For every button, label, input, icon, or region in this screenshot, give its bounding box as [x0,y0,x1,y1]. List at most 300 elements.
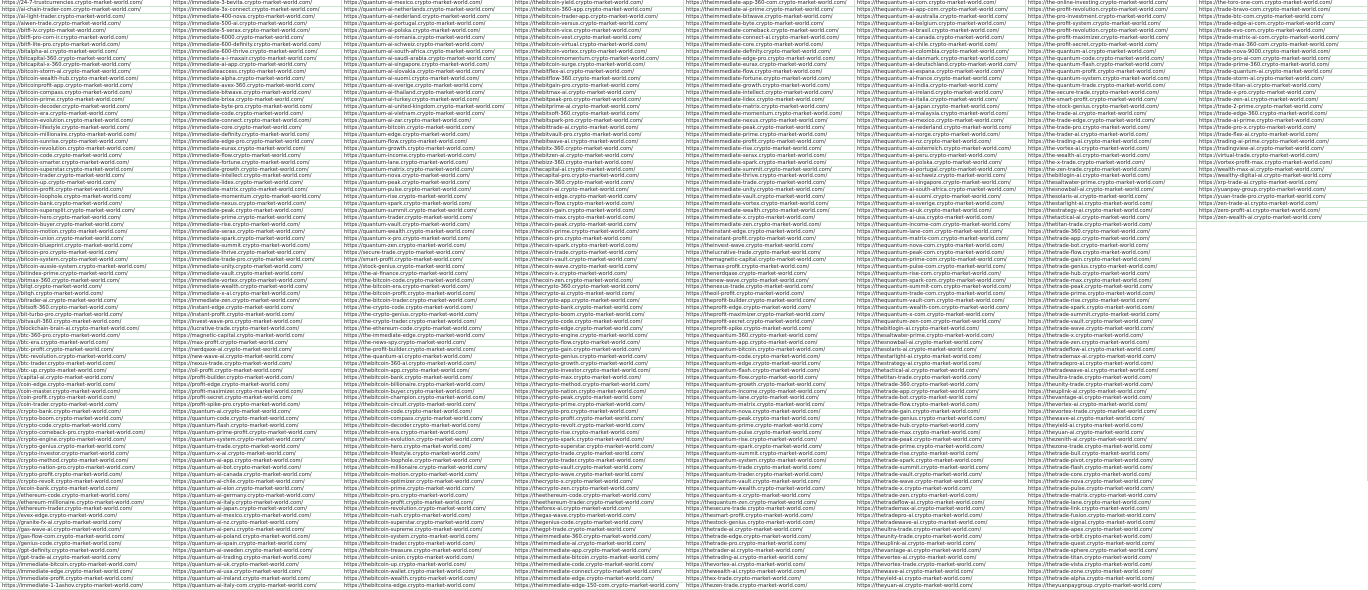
url-cell[interactable]: https://btc-360-pro.crypto-market-world.com/ [0,333,170,340]
url-cell[interactable]: https://thecrypto-investor.crypto-market-world.com/ [513,368,683,375]
url-cell[interactable]: https://immediate-edge-pro.crypto-market-world.com/ [171,139,341,146]
url-cell[interactable]: https://quantum-ai-slovakia.crypto-market-world.com/ [342,69,512,76]
url-cell[interactable]: https://immediate-ai-app.crypto-market-world.com/ [171,62,341,69]
url-cell[interactable]: https://thetrade-matrix.crypto-market-world.com/ [1026,493,1196,500]
url-cell[interactable]: https://the-smart-profit.crypto-market-world.com/ [1026,97,1196,104]
url-cell[interactable]: https://bitcoin-superstar.crypto-market-world.com/ [0,167,170,174]
url-cell[interactable]: https://btc-trader.crypto-market-world.com/ [0,361,170,368]
url-cell[interactable]: https://thequantum-system.crypto-market-world.com/ [684,458,854,465]
url-cell[interactable]: https://thecoin-360.crypto-market-world.com/ [513,180,683,187]
url-cell[interactable]: https://granite-fx-ai.crypto-market-world.com/ [0,520,170,527]
url-cell[interactable]: https://thebitcoin-billionaire.crypto-market-world.com/ [342,382,512,389]
url-cell[interactable]: https://thecoin-ai.crypto-market-world.com/ [513,187,683,194]
url-cell[interactable]: https://aiwen-trade.crypto-market-world.com/ [0,21,170,28]
url-cell[interactable]: https://thecrypto-nation.crypto-market-world.com/ [513,389,683,396]
url-cell[interactable]: https://theimmediate-bitcoin.crypto-market-world.com/ [513,555,683,562]
url-cell[interactable]: https://theimmediate-connect.crypto-market-world.com/ [513,569,683,576]
url-cell[interactable]: https://thecrypto-trader.crypto-market-world.com/ [513,458,683,465]
url-cell[interactable]: https://thecoin-edge.crypto-market-world.com/ [513,194,683,201]
url-cell[interactable]: https://thetrade-bot.crypto-market-world.com/ [1026,243,1196,250]
url-cell[interactable]: https://quantum-ai-turkey.crypto-market-world.com/ [342,97,512,104]
url-cell[interactable]: https://bitvault-360.crypto-market-world.com/ [0,319,170,326]
url-cell[interactable]: https://thelucrative-trade.crypto-market-world.com/ [684,250,854,257]
url-cell[interactable]: https://coin-trader.crypto-market-world.com/ [0,402,170,409]
url-cell[interactable]: https://thewealth-ai.crypto-market-world.com/ [684,569,854,576]
url-cell[interactable]: https://thebitcoin-buyer.crypto-market-world.com/ [342,389,512,396]
url-cell[interactable]: https://thecoin-x.crypto-market-world.com/ [513,271,683,278]
url-cell[interactable]: https://thequantum-flow.crypto-market-world.com/ [684,375,854,382]
url-cell[interactable]: https://thetrade-spark.crypto-market-world.com/ [855,458,1025,465]
url-cell[interactable]: https://quantum-flow.crypto-market-world.com/ [342,139,512,146]
url-cell[interactable]: https://immediate-unity.crypto-market-world.com/ [171,264,341,271]
url-cell[interactable]: https://immediate-1-1ashov.crypto-market-world.com/ [0,583,170,590]
url-cell[interactable]: https://thebitcoin-superstar.crypto-market-world.com/ [342,520,512,527]
url-cell[interactable]: https://thetactical-ai.crypto-market-world.com/ [1026,215,1196,222]
url-cell[interactable]: https://bitcoin-buyer.crypto-market-world.com/ [0,222,170,229]
url-cell[interactable]: https://thesmart-profit.crypto-market-world.com/ [684,513,854,520]
url-cell[interactable]: https://thequantum-ai-india.crypto-market-world.com/ [855,83,1025,90]
url-cell[interactable]: https://immediate-alpha.crypto-market-world.com/ [171,76,341,83]
url-cell[interactable]: https://thecrypto-code.crypto-market-world.com/ [513,319,683,326]
url-cell[interactable]: https://gas-wave-ai.crypto-market-world.com/ [0,527,170,534]
url-cell[interactable]: https://immediate-lidex.crypto-market-world.com/ [171,180,341,187]
url-cell[interactable]: https://thetrade-pulse.crypto-market-world.com/ [1026,486,1196,493]
url-cell[interactable]: https://thequantum-ai-uk.crypto-market-world.com/ [855,208,1025,215]
url-cell[interactable]: https://the-crypto-trader.crypto-market-world.com/ [342,319,512,326]
url-cell[interactable]: https://quantum-ai-poland.crypto-market-world.com/ [171,534,341,541]
url-cell[interactable]: https://theimmediate-core.crypto-market-world.com/ [684,42,854,49]
url-cell[interactable]: https://the-quantum-ai.crypto-market-world.com/ [342,354,512,361]
url-cell[interactable]: https://capital-ai.crypto-market-world.com/ [0,375,170,382]
url-cell[interactable]: https://quantum-code.crypto-market-world.com/ [171,416,341,423]
url-cell[interactable]: https://thequantum-wealth.crypto-market-world.com/ [684,486,854,493]
url-cell[interactable]: https://thegas-wave.crypto-market-world.com/ [513,513,683,520]
url-cell[interactable]: https://bitcoin-wealth-hub.crypto-market-world.com/ [0,76,170,83]
url-cell[interactable]: https://thetrade-titan.crypto-market-world.com/ [1026,555,1196,562]
url-cell[interactable]: https://thecrypto-vault.crypto-market-world.com/ [513,465,683,472]
url-cell[interactable]: https://quantum-ai-portugal.crypto-market-world.com/ [342,21,512,28]
url-cell[interactable]: https://thetrade-prime.crypto-market-world.com/ [1026,291,1196,298]
url-cell[interactable]: https://bitcoin-decoder.crypto-market-world.com/ [0,104,170,111]
url-cell[interactable]: https://thetrade-zone.crypto-market-world.com/ [1026,569,1196,576]
url-cell[interactable]: https://thebitcoin-lifestyle.crypto-market-world.com/ [342,451,512,458]
url-cell[interactable]: https://thequantum-zen-com.crypto-market-world.com/ [855,319,1025,326]
url-cell[interactable]: https://quantum-spark.crypto-market-world.com/ [342,201,512,208]
url-cell[interactable]: https://trade-edge-ai-com.crypto-market-world.com/ [1197,21,1367,28]
url-cell[interactable]: https://instant-profit.crypto-market-world.com/ [171,312,341,319]
url-cell[interactable]: https://quantum-ai-peru.crypto-market-world.com/ [171,527,341,534]
url-cell[interactable]: https://thetrade-vault.crypto-market-world.com/ [1026,319,1196,326]
url-cell[interactable]: https://immediate-prime.crypto-market-world.com/ [171,215,341,222]
url-cell[interactable]: https://thecrypto-genius.crypto-market-world.com/ [513,354,683,361]
url-cell[interactable]: https://thebitgain-pro.crypto-market-world.com/ [513,83,683,90]
url-cell[interactable]: https://quantum-income.crypto-market-world.com/ [342,153,512,160]
url-cell[interactable]: https://yuan-trade-pro.crypto-market-world.com/ [1197,194,1367,201]
url-cell[interactable]: https://thecrypto-ai.crypto-market-world.com/ [513,291,683,298]
url-cell[interactable]: https://theimmediate-360.crypto-market-world.com/ [513,534,683,541]
url-cell[interactable]: https://zen-wealth-ai.crypto-market-world.com/ [1197,215,1367,222]
url-cell[interactable]: https://trade-pro-x.crypto-market-world.com/ [1197,125,1367,132]
url-cell[interactable]: https://thequantum-income.crypto-market-world.com/ [684,389,854,396]
url-cell[interactable]: https://theimmediate-serax.crypto-market-world.com/ [684,153,854,160]
url-cell[interactable]: https://theprofit-edge.crypto-market-world.com/ [684,305,854,312]
url-cell[interactable]: https://the-bitcoin-trader.crypto-market-world.com/ [342,298,512,305]
url-cell[interactable]: https://quantum-bitcoin.crypto-market-world.com/ [342,125,512,132]
url-cell[interactable]: https://immediate-5-serax.crypto-market-world.com/ [171,28,341,35]
url-cell[interactable]: https://the-immediate-edge.crypto-market-world.com/ [342,333,512,340]
url-cell[interactable]: https://crypto-profit.crypto-market-world.com/ [0,472,170,479]
url-cell[interactable]: https://thestarlight-ai.crypto-market-world.com/ [855,354,1025,361]
url-cell[interactable]: https://theimmediate-profit.crypto-market-world.com/ [684,139,854,146]
url-cell[interactable]: https://thetactical-ai.crypto-market-world.com/ [855,368,1025,375]
url-cell[interactable]: https://immediate-core.crypto-market-world.com/ [171,125,341,132]
url-cell[interactable]: https://thequantum-vault-com.crypto-market-world.com/ [855,298,1025,305]
url-cell[interactable]: https://thebitcoin-hero.crypto-market-world.com/ [342,444,512,451]
url-cell[interactable]: https://quantum-flash.crypto-market-world.com/ [171,423,341,430]
url-cell[interactable]: https://invest-wave-pro.crypto-market-world.com/ [171,319,341,326]
url-cell[interactable]: https://thebitcoin-code.crypto-market-world.com/ [342,409,512,416]
url-cell[interactable]: https://trade-bravo-com.crypto-market-world.com/ [1197,7,1367,14]
url-cell[interactable]: https://thequantum-rise-com.crypto-market-world.com/ [855,271,1025,278]
url-cell[interactable]: https://evex-edge.crypto-market-world.com/ [0,513,170,520]
url-cell[interactable]: https://thetrade-gain.crypto-market-world.com/ [855,409,1025,416]
url-cell[interactable]: https://thecrypto-x.crypto-market-world.com/ [513,479,683,486]
url-cell[interactable]: https://trade-2-prime.crypto-market-world.com/ [1197,104,1367,111]
url-cell[interactable]: https://quantum-vault.crypto-market-world.com/ [342,222,512,229]
url-cell[interactable]: https://thezone-trade.crypto-market-world.com/ [1026,444,1196,451]
url-cell[interactable]: https://immediate-fortune.crypto-market-world.com/ [171,160,341,167]
url-cell[interactable]: https://thebitcoin-wallet.crypto-market-world.com/ [342,569,512,576]
url-cell[interactable]: https://bitcapital-360.crypto-market-world.com/ [0,56,170,63]
url-cell[interactable]: https://thex-trade.crypto-market-world.com/ [684,576,854,583]
url-cell[interactable]: https://immediate-flow.crypto-market-world.com/ [171,153,341,160]
url-cell[interactable]: https://secure-trade.crypto-market-world.com/ [342,250,512,257]
url-cell[interactable]: https://thetrade-wave.crypto-market-world.com/ [855,479,1025,486]
url-cell[interactable]: https://thevertex-ai.crypto-market-world.com/ [855,555,1025,562]
url-cell[interactable]: https://thebitcoin-circuit.crypto-market-world.com/ [342,402,512,409]
url-cell[interactable]: https://thebizz-360.crypto-market-world.com/ [513,160,683,167]
url-cell[interactable]: https://thebitcoin-vest.crypto-market-world.com/ [513,35,683,42]
url-cell[interactable]: https://thetrade-prime.crypto-market-world.com/ [855,444,1025,451]
url-cell[interactable]: https://quantum-ai-uk.crypto-market-world.com/ [171,562,341,569]
url-cell[interactable]: https://bitqh.crypto-market-world.com/ [0,291,170,298]
url-cell[interactable]: https://immediate-edge.crypto-market-world.com/ [0,569,170,576]
url-cell[interactable]: https://thequantum-growth.crypto-market-world.com/ [684,382,854,389]
url-cell[interactable]: https://quantum-ai-zar.crypto-market-world.com/ [342,118,512,125]
url-cell[interactable]: https://thezenith-ai.crypto-market-world.com/ [1026,437,1196,444]
url-cell[interactable]: https://theimmediate-summit.crypto-market-world.com/ [684,167,854,174]
url-cell[interactable]: https://immediate-serax.crypto-market-world.com/ [171,229,341,236]
url-cell[interactable]: https://thenexus-trade.crypto-market-world.com/ [684,284,854,291]
url-cell[interactable]: https://thetrade-hub.crypto-market-world.com/ [1026,271,1196,278]
url-cell[interactable]: https://thevantage-ai.crypto-market-world.com/ [1026,395,1196,402]
url-cell[interactable]: https://quantum-ai-app.crypto-market-world.com/ [171,458,341,465]
url-cell[interactable]: https://theprofit-builder.crypto-market-world.com/ [684,298,854,305]
url-cell[interactable]: https://thesecure-trade.crypto-market-world.com/ [684,506,854,513]
url-cell[interactable]: https://thetrade-alpha.crypto-market-world.com/ [1026,576,1196,583]
url-cell[interactable]: https://theyield-ai.crypto-market-world.com/ [855,576,1025,583]
url-cell[interactable]: https://ecoin-bank.crypto-market-world.com/ [0,486,170,493]
url-cell[interactable]: https://btc-era.crypto-market-world.com/ [0,340,170,347]
url-cell[interactable]: https://thequantum-ai-france.crypto-market-world.com/ [855,76,1025,83]
url-cell[interactable]: https://thebitcoin-era.crypto-market-world.com/ [342,430,512,437]
url-cell[interactable]: https://theyuan-ai.crypto-market-world.com/ [1026,430,1196,437]
url-cell[interactable]: https://thetradeflow-ai.crypto-market-world.com/ [855,500,1025,507]
url-cell[interactable]: https://theimmediate-matrix.crypto-market-world.com/ [684,104,854,111]
url-cell[interactable]: https://the-zen-trade.crypto-market-world.com/ [1026,167,1196,174]
url-cell[interactable]: https://thecoin-pro.crypto-market-world.com/ [513,236,683,243]
url-cell[interactable]: https://thetrade-flow.crypto-market-world.com/ [855,402,1025,409]
url-cell[interactable]: https://coin-master.crypto-market-world.com/ [0,389,170,396]
url-cell[interactable]: https://the-quantum-ai.crypto-market-world.com/ [1026,49,1196,56]
url-cell[interactable]: https://thequantum-x.crypto-market-world.com/ [684,493,854,500]
url-cell[interactable]: https://thetrade-edge.crypto-market-world.com/ [684,534,854,541]
url-cell[interactable]: https://trade-btc-com.crypto-market-world.com/ [1197,14,1367,21]
url-cell[interactable]: https://thetrade-zen.crypto-market-world.com/ [855,493,1025,500]
url-cell[interactable]: https://thetrade-summit.crypto-market-world.com/ [1026,312,1196,319]
url-cell[interactable]: https://the-quantum-code.crypto-market-world.com/ [1026,56,1196,63]
url-cell[interactable]: https://bitcoin-smarter.crypto-market-world.com/ [0,160,170,167]
url-cell[interactable]: https://profit-secret.crypto-market-world.com/ [171,395,341,402]
url-cell[interactable]: https://nerdqaxe-ai.crypto-market-world.com/ [171,347,341,354]
url-cell[interactable]: https://theuplink-ai.crypto-market-world.com/ [855,541,1025,548]
url-cell[interactable]: https://thequantum-ai-schweiz.crypto-market-world.com/ [855,173,1025,180]
url-cell[interactable]: https://thecoin-wave.crypto-market-world.com/ [513,264,683,271]
url-cell[interactable]: https://thebitcoinmomentum.crypto-market-world.com/ [513,56,683,63]
url-cell[interactable]: https://thequantum-ai-espana.crypto-market-world.com/ [855,69,1025,76]
url-cell[interactable]: https://quantum-system.crypto-market-world.com/ [171,437,341,444]
url-cell[interactable]: https://thetrade-bull.crypto-market-world.com/ [1026,451,1196,458]
url-cell[interactable]: https://thebitx-360.crypto-market-world.com/ [513,146,683,153]
url-cell[interactable]: https://the-trader-ai.crypto-market-world.com/ [1026,132,1196,139]
url-cell[interactable]: https://theimmediate-momentum.crypto-market-world.com/ [684,111,854,118]
url-cell[interactable]: https://xrp-trade-ai.crypto-market-world.com/ [1197,180,1367,187]
url-cell[interactable]: https://thecoin-trade.crypto-market-world.com/ [513,250,683,257]
url-cell[interactable]: https://trade-prime-360.crypto-market-world.com/ [1197,62,1367,69]
url-cell[interactable]: https://immediate-code.crypto-market-world.com/ [171,111,341,118]
url-cell[interactable]: https://theuplink-ai.crypto-market-world.com/ [1026,389,1196,396]
url-cell[interactable]: https://quantum-ai-thailand.crypto-market-world.com/ [342,90,512,97]
url-cell[interactable]: https://thequantum-matrix-com.crypto-market-world.com/ [855,236,1025,243]
url-cell[interactable]: https://theinvest-wave.crypto-market-world.com/ [684,243,854,250]
url-cell[interactable]: https://thetrade-genius.crypto-market-world.com/ [1026,264,1196,271]
url-cell[interactable]: https://theunity-trade.crypto-market-world.com/ [855,534,1025,541]
url-cell[interactable]: https://thebitcoin-optimizer.crypto-market-world.com/ [342,479,512,486]
url-cell[interactable]: https://theultra-trade.crypto-market-world.com/ [1026,375,1196,382]
url-cell[interactable]: https://thequantum-zen.crypto-market-world.com/ [684,500,854,507]
url-cell[interactable]: https://quantum-lane.crypto-market-world.com/ [342,160,512,167]
url-cell[interactable]: https://thequantum-trade-com.crypto-market-world.com/ [855,291,1025,298]
url-cell[interactable]: https://quantum-summit.crypto-market-world.com/ [342,208,512,215]
url-cell[interactable]: https://immediate-6000.crypto-market-world.com/ [171,35,341,42]
url-cell[interactable]: https://quantum-ai-mexico.crypto-market-world.com/ [171,513,341,520]
url-cell[interactable]: https://crypto-bank.crypto-market-world.com/ [0,409,170,416]
url-cell[interactable]: https://thequantum-ai-polska.crypto-market-world.com/ [855,160,1025,167]
url-cell[interactable]: https://thequantum-ai-norge.crypto-market-world.com/ [855,132,1025,139]
url-cell[interactable]: https://thewave-ai.crypto-market-world.com/ [855,569,1025,576]
url-cell[interactable]: https://profit-maximizer.crypto-market-world.com/ [171,389,341,396]
url-cell[interactable]: https://ai-chain-trader-com.crypto-market-world.com/ [0,7,170,14]
url-cell[interactable]: https://thequantum-ai-ireland.crypto-market-world.com/ [855,90,1025,97]
url-cell[interactable]: https://quantum-trader.crypto-market-world.com/ [342,215,512,222]
url-cell[interactable]: https://thecrypto-profit.crypto-market-world.com/ [513,416,683,423]
url-cell[interactable]: https://thetrade-wave.crypto-market-world.com/ [1026,326,1196,333]
url-cell[interactable]: https://thequantum-matrix.crypto-market-world.com/ [684,402,854,409]
url-cell[interactable]: https://immediate-matrix.crypto-market-world.com/ [171,187,341,194]
url-cell[interactable]: https://immediate-momentum.crypto-market-world.com/ [171,194,341,201]
url-cell[interactable]: https://quantum-ai-usa.crypto-market-world.com/ [171,569,341,576]
url-cell[interactable]: https://thesnowball-ai.crypto-market-world.com/ [855,340,1025,347]
url-cell[interactable]: https://quantum-ai-saudi-arabia.crypto-market-world.com/ [342,56,512,63]
url-cell[interactable]: https://the-crypto-code.crypto-market-world.com/ [342,305,512,312]
url-cell[interactable]: https://max-profit.crypto-market-world.com/ [171,340,341,347]
url-cell[interactable]: https://instant-edge.crypto-market-world.com/ [171,305,341,312]
url-cell[interactable]: https://theimmediate-rise.crypto-market-world.com/ [684,146,854,153]
url-cell[interactable]: https://thetrade-flow.crypto-market-world.com/ [1026,250,1196,257]
url-cell[interactable]: https://virtual-trade.crypto-market-world.com/ [1197,153,1367,160]
url-cell[interactable]: https://quantum-trade.crypto-market-world.com/ [171,444,341,451]
url-cell[interactable]: https://thetrademax-ai.crypto-market-world.com/ [855,506,1025,513]
url-cell[interactable]: https://thequantum-ai-colombia.crypto-market-world.com/ [855,49,1025,56]
url-cell[interactable]: https://thequantum-edge.crypto-market-world.com/ [684,361,854,368]
url-cell[interactable]: https://immediate-600-thrive.crypto-market-world.com/ [171,49,341,56]
url-cell[interactable]: https://thequantum-ai-italia.crypto-market-world.com/ [855,97,1025,104]
url-cell[interactable]: https://trade-storm-ai.crypto-market-world.com/ [1197,76,1367,83]
url-cell[interactable]: https://immediate-eurax.crypto-market-world.com/ [171,146,341,153]
url-cell[interactable]: https://quantum-ai-nz.crypto-market-world.com/ [171,520,341,527]
url-cell[interactable]: https://thetrademax-ai.crypto-market-world.com/ [1026,354,1196,361]
url-cell[interactable]: https://immediate-wealth.crypto-market-world.com/ [171,284,341,291]
url-cell[interactable]: https://thecrypto-trade.crypto-market-world.com/ [513,451,683,458]
url-cell[interactable]: https://thebitpeak-pro.crypto-market-world.com/ [513,97,683,104]
url-cell[interactable]: https://thequantum-pulse-com.crypto-market-world.com/ [855,264,1025,271]
url-cell[interactable]: https://immediate-bitwave.crypto-market-world.com/ [171,90,341,97]
url-cell[interactable]: https://quantum-ai-mexico.crypto-market-world.com/ [342,0,512,7]
url-cell[interactable]: https://theprofit-maximizer.crypto-market-world.com/ [684,312,854,319]
url-cell[interactable]: https://immediate-rise.crypto-market-world.com/ [171,222,341,229]
url-cell[interactable]: https://thebitcoin-virtual.crypto-market-world.com/ [513,42,683,49]
url-cell[interactable]: https://immediate-intellect.crypto-market-world.com/ [171,173,341,180]
url-cell[interactable]: https://crypto-engine.crypto-market-world.com/ [0,437,170,444]
url-cell[interactable]: https://bitsoft-360.crypto-market-world.com/ [0,305,170,312]
url-cell[interactable]: https://bitcoin-loophole.crypto-market-world.com/ [0,194,170,201]
url-cell[interactable]: https://bitcoin-aussie-system.crypto-market-world.com/ [0,264,170,271]
url-cell[interactable]: https://quantum-ai-elon.crypto-market-world.com/ [171,486,341,493]
url-cell[interactable]: https://thecrypto-gain.crypto-market-world.com/ [513,347,683,354]
url-cell[interactable]: https://thequantum-prime-com.crypto-market-world.com/ [855,257,1025,264]
url-cell[interactable]: https://thestarlight-ai.crypto-market-world.com/ [1026,201,1196,208]
url-cell[interactable]: https://bitcoin-pro.crypto-market-world.com/ [0,250,170,257]
url-cell[interactable]: https://thebitcoin-champion.crypto-market-world.com/ [342,395,512,402]
url-cell[interactable]: https://bitcoin-code.crypto-market-world.com/ [0,153,170,160]
url-cell[interactable]: https://bitfi-iv.crypto-market-world.com/ [0,28,170,35]
url-cell[interactable]: https://the-trade-ai.crypto-market-world.com/ [1026,111,1196,118]
url-cell[interactable]: https://thebitcoin-supreme.crypto-market-world.com/ [342,527,512,534]
url-cell[interactable]: https://theimmediate-prime.crypto-market-world.com/ [684,132,854,139]
url-cell[interactable]: https://thetrading-ai.crypto-market-world.com/ [684,555,854,562]
url-cell[interactable]: https://thetrade-rise.crypto-market-world.com/ [855,451,1025,458]
url-cell[interactable]: https://thesaltwater-prime.crypto-market-world.com/ [1026,180,1196,187]
url-cell[interactable]: https://btc-profit.crypto-market-world.com/ [0,347,170,354]
url-cell[interactable]: https://thebitcoin-revolution.crypto-market-world.com/ [342,506,512,513]
url-cell[interactable]: https://thecrypto-superstar.crypto-market-world.com/ [513,444,683,451]
url-cell[interactable]: https://immediate-3x-connect.crypto-market-world.com/ [171,7,341,14]
url-cell[interactable]: https://bitcoin-hero.crypto-market-world.com/ [0,215,170,222]
url-cell[interactable]: https://quantum-ai-united-kingdom.crypto-market-world.com/ [342,104,512,111]
url-cell[interactable]: https://trade-flex-ai.crypto-market-world.com/ [1197,132,1367,139]
url-cell[interactable]: https://thebitcoin-surge.crypto-market-world.com/ [513,62,683,69]
url-cell[interactable]: https://profit-edge.crypto-market-world.com/ [171,382,341,389]
url-cell[interactable]: https://quantum-ai-schweiz.crypto-market-world.com/ [342,42,512,49]
url-cell[interactable]: https://themagnetic-capital.crypto-market-world.com/ [684,257,854,264]
url-cell[interactable]: https://the-online-investing.crypto-market-world.com/ [1026,0,1196,7]
url-cell[interactable]: https://bitcoin-union.crypto-market-world.com/ [0,236,170,243]
url-cell[interactable]: https://thecoin-flow.crypto-market-world.com/ [513,201,683,208]
url-cell[interactable]: https://immediate-600-definity.crypto-market-world.com/ [171,42,341,49]
url-cell[interactable]: https://the-ethereum-code.crypto-market-world.com/ [342,326,512,333]
url-cell[interactable]: https://the-profit-secret.crypto-market-world.com/ [1026,42,1196,49]
url-cell[interactable]: https://ethereum-code.crypto-market-world.com/ [0,493,170,500]
url-cell[interactable]: https://thequantum-ai-app-com.crypto-market-world.com/ [855,7,1025,14]
url-cell[interactable]: https://the-stock-genius.crypto-market-world.com/ [1026,104,1196,111]
url-cell[interactable]: https://thequantum-wealth-com.crypto-market-world.com/ [855,305,1025,312]
url-cell[interactable]: https://thequantum-ai-peru.crypto-market-world.com/ [855,153,1025,160]
url-cell[interactable]: https://thecrypto-method.crypto-market-world.com/ [513,382,683,389]
url-cell[interactable]: https://immediate-400-nova.crypto-market-world.com/ [171,14,341,21]
url-cell[interactable]: https://thecrypto-pro.crypto-market-world.com/ [513,409,683,416]
url-cell[interactable]: https://thebitcoin-profit.crypto-market-world.com/ [342,500,512,507]
url-cell[interactable]: https://quantum-x-ai.crypto-market-world.com/ [171,451,341,458]
url-cell[interactable]: https://the-vortex-ai.crypto-market-world.com/ [1026,146,1196,153]
url-cell[interactable]: https://thequantum-spark-com.crypto-market-world.com/ [855,278,1025,285]
url-cell[interactable]: https://smart-profit.crypto-market-world.com/ [342,257,512,264]
url-cell[interactable]: https://thetrade-spark.crypto-market-world.com/ [1026,305,1196,312]
url-cell[interactable]: https://the-toro-one-com.crypto-market-world.com/ [1197,0,1367,7]
url-cell[interactable]: https://thequantum-ai-malaysia.crypto-market-world.com/ [855,111,1025,118]
url-cell[interactable]: https://quantum-ai-bot.crypto-market-world.com/ [171,465,341,472]
url-cell[interactable]: https://thequantum-ai-south-africa.crypto-market-world.com/ [855,187,1025,194]
url-cell[interactable]: https://thequantum-ai-danmark.crypto-market-world.com/ [855,56,1025,63]
url-cell[interactable]: https://thequantum-trader.crypto-market-world.com/ [684,472,854,479]
url-cell[interactable]: https://bitmax-360.crypto-market-world.com/ [0,278,170,285]
url-cell[interactable]: https://the-trade-pro.crypto-market-world.com/ [1026,125,1196,132]
url-cell[interactable]: https://thequantum-ai-singapore.crypto-market-world.com/ [855,180,1025,187]
url-cell[interactable]: https://thecrypto-flow.crypto-market-world.com/ [513,340,683,347]
url-cell[interactable]: https://wealth-max-ai.crypto-market-world.com/ [1197,167,1367,174]
url-cell[interactable]: https://theimmediate-edge-pro.crypto-market-world.com/ [684,56,854,63]
url-cell[interactable]: https://the-secure-trade.crypto-market-world.com/ [1026,90,1196,97]
url-cell[interactable]: https://thebitcoin-yield.crypto-market-world.com/ [513,0,683,7]
url-cell[interactable]: https://theethereum-code.crypto-market-world.com/ [513,493,683,500]
url-cell[interactable]: https://profit-builder.crypto-market-world.com/ [171,375,341,382]
url-cell[interactable]: https://thequantum-code.crypto-market-world.com/ [684,354,854,361]
url-cell[interactable]: https://thecrypto-app.crypto-market-world.com/ [513,298,683,305]
url-cell[interactable]: https://thebitflex-ai.crypto-market-world.com/ [513,69,683,76]
url-cell[interactable]: https://quantum-zen.crypto-market-world.com/ [342,243,512,250]
url-cell[interactable]: https://gas-flow-com.crypto-market-world.com/ [0,534,170,541]
url-cell[interactable]: https://thetrade-flash.crypto-market-world.com/ [1026,465,1196,472]
url-cell[interactable]: https://thebitcoin-app.crypto-market-world.com/ [342,368,512,375]
url-cell[interactable]: https://quantum-ai-germany.crypto-market-world.com/ [171,493,341,500]
url-cell[interactable]: https://trading-ai-prime.crypto-market-world.com/ [1197,139,1367,146]
url-cell[interactable]: https://thecoin-max.crypto-market-world.com/ [513,215,683,222]
url-cell[interactable]: https://thetrade-hub.crypto-market-world.com/ [855,423,1025,430]
url-cell[interactable]: https://thecoin-vault.crypto-market-world.com/ [513,257,683,264]
url-cell[interactable]: https://thequantum-360.crypto-market-world.com/ [684,333,854,340]
url-cell[interactable]: https://thetrade-core.crypto-market-world.com/ [1026,472,1196,479]
url-cell[interactable]: https://thequantum-lane-com.crypto-market-world.com/ [855,229,1025,236]
url-cell[interactable]: https://theimmediate-connect-ai.crypto-market-world.com/ [684,35,854,42]
